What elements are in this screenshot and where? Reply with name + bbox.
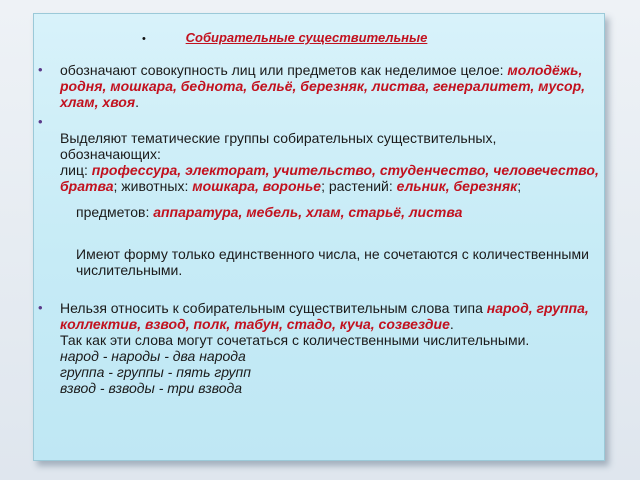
bullet-icon: • <box>38 114 43 129</box>
plants-end: ; <box>517 178 522 194</box>
meaning-end: . <box>135 94 139 110</box>
objects-examples: аппаратура, мебель, хлам, старьё, листва <box>153 204 463 220</box>
animals-examples: мошкара, воронье <box>192 178 322 194</box>
objects-label: предметов: <box>76 204 154 220</box>
exclusions-reason: Так как эти слова могут сочетаться с количественными числительными. <box>60 332 530 348</box>
bullet-icon: • <box>38 300 43 315</box>
plants-label: ; растений: <box>321 178 397 194</box>
paragraph-number <box>60 246 600 278</box>
paragraph-exclusions <box>38 300 600 396</box>
exclusions-words: народ, группа, коллектив, взвод, полк, табун, стадо, куча, созвездие <box>60 300 589 332</box>
number-text: Имеют форму только единственного числа, не сочетаются с количественными числительными. <box>76 246 589 278</box>
groups-intro: Выделяют тематические группы собирательных существительных, обозначающих: <box>60 130 497 162</box>
example-line-1: народ - народы - два народа <box>60 348 246 364</box>
paragraph-meaning <box>38 62 600 110</box>
slide-title <box>142 30 427 47</box>
example-line-3: взвод - взводы - три взвода <box>60 380 243 396</box>
meaning-text: обозначают совокупность лиц или предметов как неделимое целое: <box>60 62 504 78</box>
exclusions-intro: Нельзя относить к собирательным существительным слова типа <box>60 300 487 316</box>
bullet-icon: • <box>38 62 43 77</box>
title-text: Собирательные существительные <box>185 30 428 45</box>
paragraph-groups <box>38 114 600 220</box>
example-line-2: группа - группы - пять групп <box>60 364 251 380</box>
persons-examples: профессура, электорат, учительство, студенчество, человечество, братва <box>60 162 599 194</box>
slide <box>33 13 605 461</box>
meaning-examples: молодёжь, родня, мошкара, беднота, бельё, березняк, листва, генералитет, мусор, хлам, хвоя <box>60 62 586 110</box>
persons-label: лиц: <box>60 162 92 178</box>
animals-label: ; животных: <box>113 178 193 194</box>
plants-examples: ельник, березняк <box>396 178 518 194</box>
exclusions-end: . <box>449 316 454 332</box>
bullet-icon: • <box>142 33 146 45</box>
